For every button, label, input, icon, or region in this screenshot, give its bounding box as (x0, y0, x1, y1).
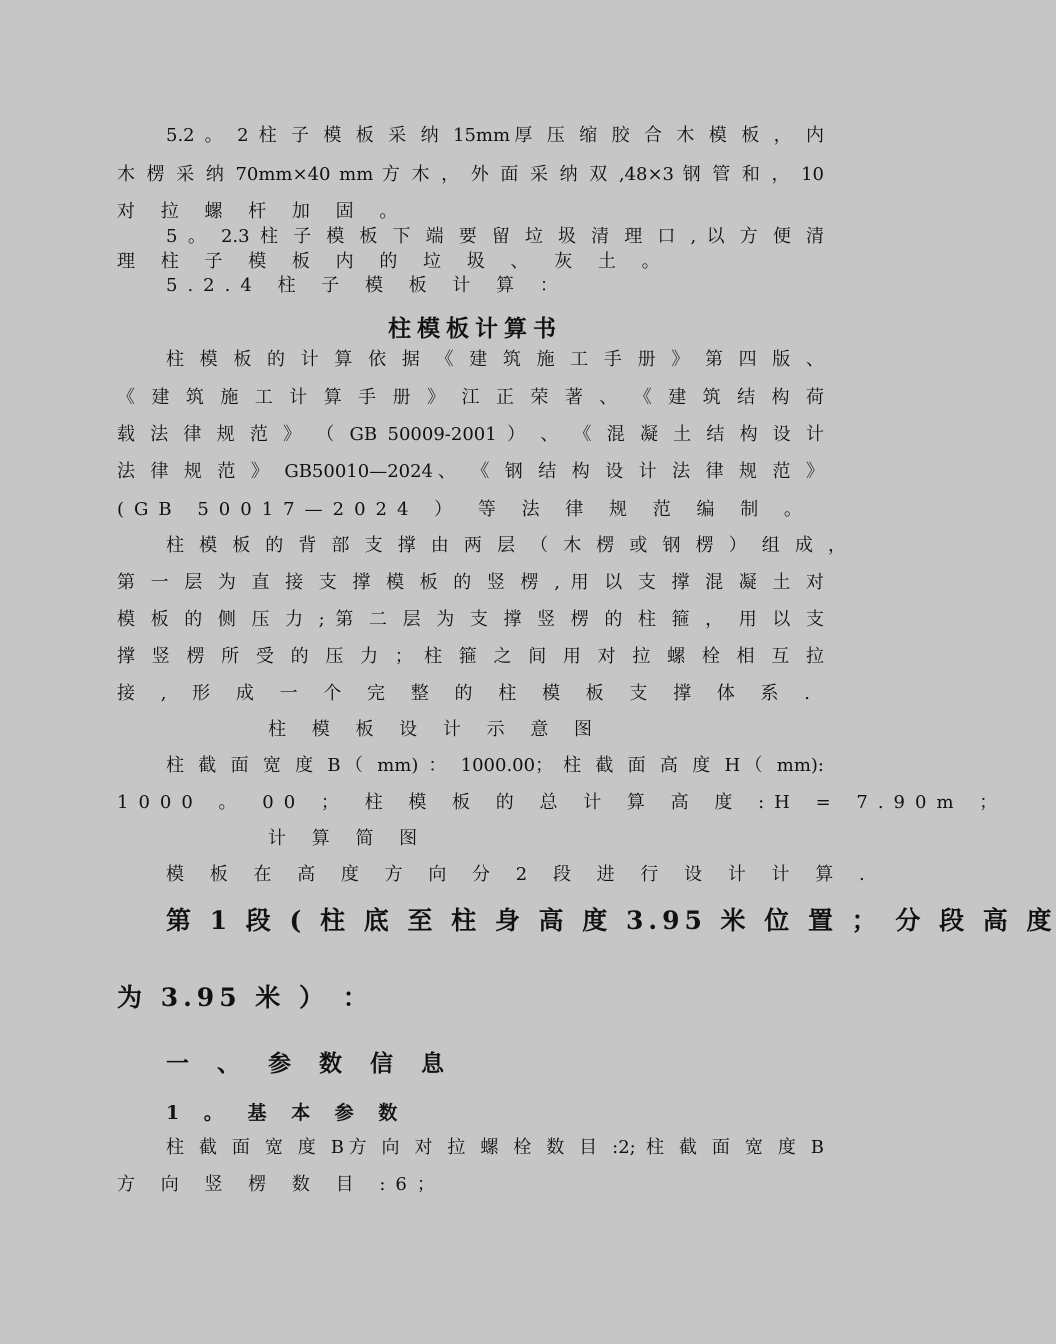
body-text-line: 木 楞 采 纳 70mm×40 mm 方 木 ， 外 面 采 纳 双 ,48×3 钢 管 和 ， 10 (117, 164, 824, 185)
body-text-line: 柱 模 板 的 计 算 依 据 《 建 筑 施 工 手 册 》 第 四 版 、 (166, 349, 824, 370)
body-text-line: 柱 模 板 的 背 部 支 撑 由 两 层 （ 木 楞 或 钢 楞 ） 组 成 ， (166, 535, 846, 556)
body-text-line: 载 法 律 规 范 》 （ GB 50009-2001 ） 、 《 混 凝 土 结 构 设 计 (117, 424, 824, 445)
body-text-line: 撑 竖 楞 所 受 的 压 力 ； 柱 箍 之 间 用 对 拉 螺 栓 相 互 拉 (117, 646, 824, 667)
body-text-line: 理 柱 子 模 板 内 的 垃 圾 、 灰 土 。 (117, 251, 670, 272)
body-text-line: 接 , 形 成 一 个 完 整 的 柱 模 板 支 撑 体 系 . (117, 683, 820, 704)
body-text-line: 法 律 规 范 》 GB50010—2024、 《 钢 结 构 设 计 法 律 规 范 》 (117, 461, 824, 482)
body-text-line: 柱 截 面 宽 度 B方 向 对 拉 螺 栓 数 目 :2; 柱 截 面 宽 度 B (166, 1137, 824, 1158)
body-text-line: 模 板 在 高 度 方 向 分 2 段 进 行 设 计 计 算 . (166, 864, 875, 885)
body-text-line: 柱 截 面 宽 度 B（ mm) ： 1000.00； 柱 截 面 高 度 H（ mm): (166, 755, 824, 776)
body-text-line: 模 板 的 侧 压 力 ; 第 二 层 为 支 撑 竖 楞 的 柱 箍 ， 用 以 支 (117, 609, 824, 630)
heading-basic-parameters: 1 。 基 本 参 数 (166, 1102, 407, 1124)
heading-parameters: 一 、 参 数 信 息 (166, 1050, 455, 1077)
body-text-line: 第 一 层 为 直 接 支 撑 模 板 的 竖 楞 , 用 以 支 撑 混 凝 土 对 (117, 572, 824, 593)
diagram-caption: 计 算 简 图 (268, 828, 428, 849)
body-text-line: 对 拉 螺 杆 加 固 。 (117, 201, 408, 222)
segment-heading: 为 3.95 米 ） ： (117, 983, 373, 1012)
body-text-line: 5.2 。 2 柱 子 模 板 采 纳 15mm厚 压 缩 胶 合 木 模 板 ， 内 (166, 125, 824, 146)
diagram-caption: 柱 模 板 设 计 示 意 图 (268, 719, 603, 740)
body-text-line: 5 。 2.3 柱 子 模 板 下 端 要 留 垃 圾 清 理 口 , 以 方 便 清 (166, 226, 824, 247)
body-text-line: (GB 50017—2024 ） 等 法 律 规 范 编 制 。 (117, 499, 812, 520)
body-text-line: 1000 。 00 ； 柱 模 板 的 总 计 算 高 度 :H = 7.90m ； (117, 792, 1008, 813)
body-text-line: 方 向 竖 楞 数 目 :6； (117, 1174, 445, 1195)
segment-heading: 第 1 段 ( 柱 底 至 柱 身 高 度 3.95 米 位 置 ； 分 段 高 度 (166, 906, 1056, 935)
body-text-line: 5.2.4 柱 子 模 板 计 算 ： (166, 275, 568, 296)
body-text-line: 《 建 筑 施 工 计 算 手 册 》 江 正 荣 著 、 《 建 筑 结 构 荷 (117, 387, 824, 408)
section-title: 柱模板计算书 (388, 315, 562, 342)
